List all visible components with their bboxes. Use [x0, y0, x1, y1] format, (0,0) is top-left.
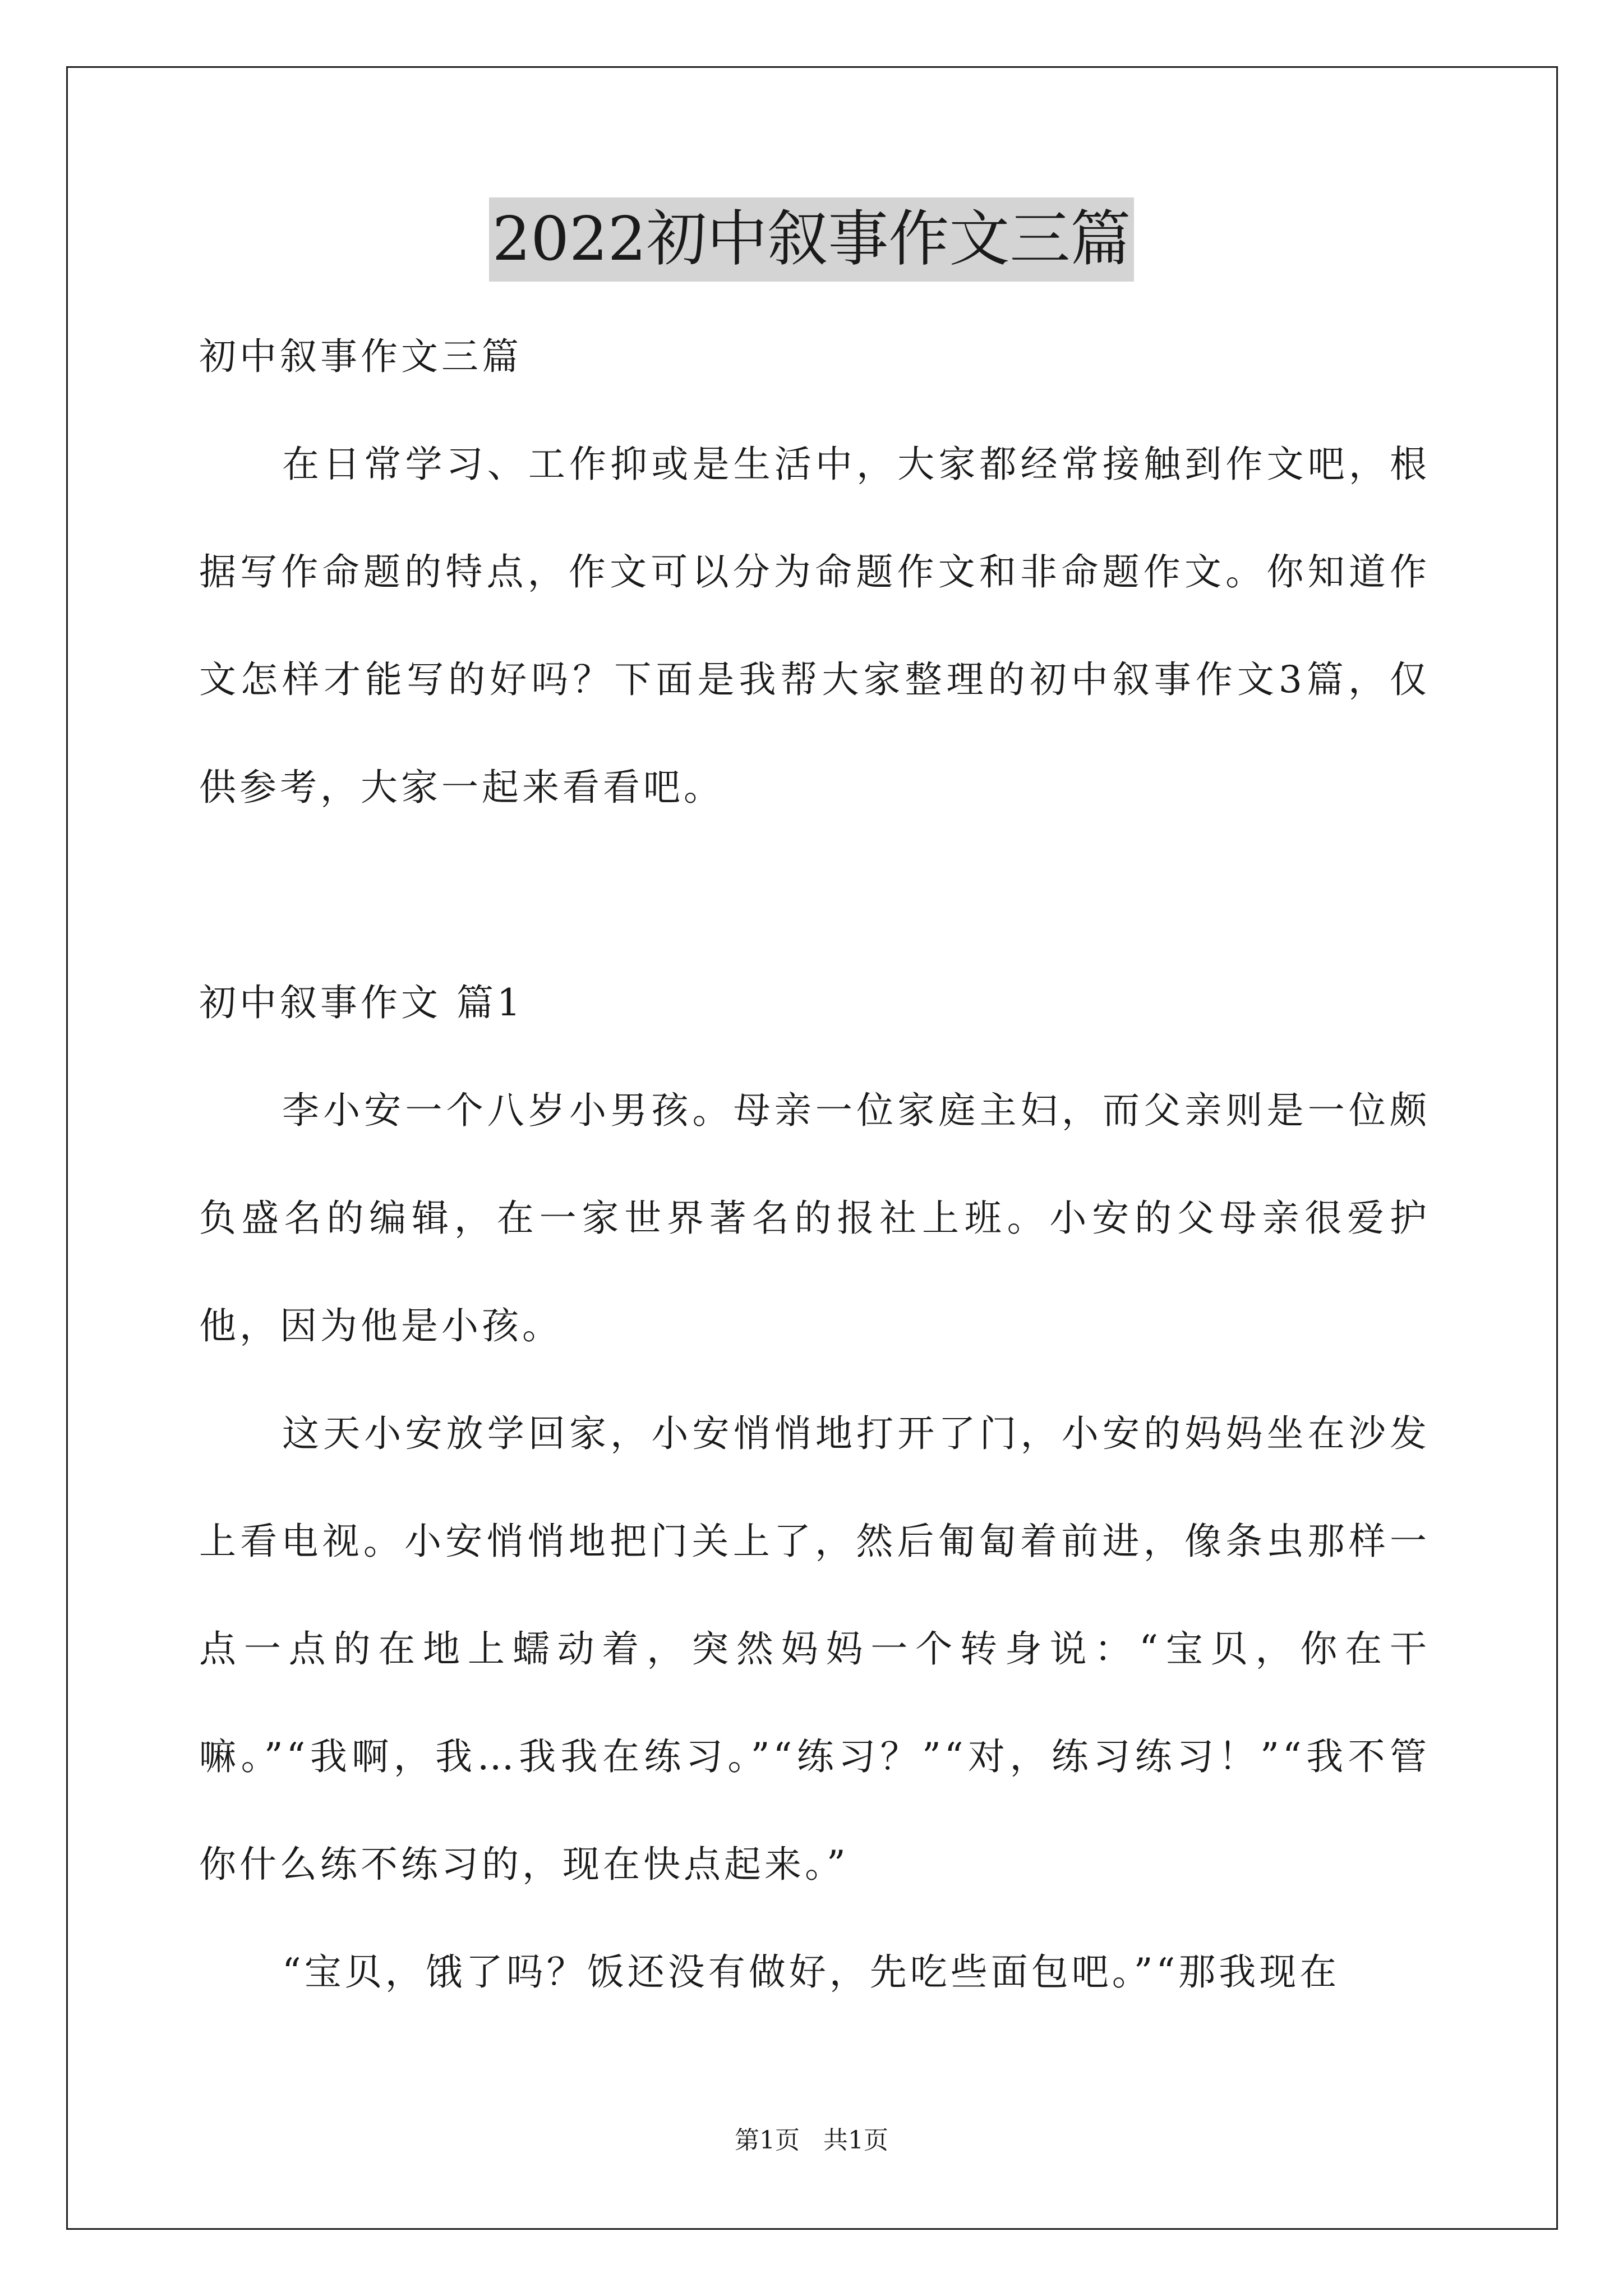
document-body [199, 303, 1430, 2026]
subtitle: 初中叙事作文三篇 [199, 335, 522, 378]
title-wrapper [0, 197, 1623, 282]
document-title: 2022初中叙事作文三篇 [489, 197, 1135, 282]
paragraph-1: 李小安一个八岁小男孩。母亲一位家庭主妇，而父亲则是一位颇负盛名的编辑，在一家世界著名的报社上班。小安的父母亲很爱护他，因为他是小孩。 [199, 1089, 1430, 1347]
paragraph-3: “宝贝，饿了吗？饭还没有做好，先吃些面包吧。”“那我现在 [282, 1950, 1340, 1994]
intro-paragraph: 在日常学习、工作抑或是生活中，大家都经常接触到作文吧，根据写作命题的特点，作文可以分为命题作文和非命题作文。你知道作文怎样才能写的好吗？下面是我帮大家整理的初中叙事作文3篇，仅供参考，大家一起来看看吧。 [199, 443, 1430, 809]
page-footer [0, 2124, 1623, 2157]
page-total: 共1页 [823, 2126, 888, 2155]
section-heading: 初中叙事作文 篇1 [199, 981, 524, 1024]
page-number: 第1页 [735, 2126, 800, 2155]
paragraph-2: 这天小安放学回家，小安悄悄地打开了门，小安的妈妈坐在沙发上看电视。小安悄悄地把门关上了，然后匍匐着前进，像条虫那样一点一点的在地上蠕动着，突然妈妈一个转身说：“宝贝，你在干嘛。”“我啊，我…我我在练习。”“练习？”“对，练习练习！”“我不管你什么练不练习的，现在快点起来。” [199, 1412, 1430, 1886]
spacer [199, 841, 1430, 949]
